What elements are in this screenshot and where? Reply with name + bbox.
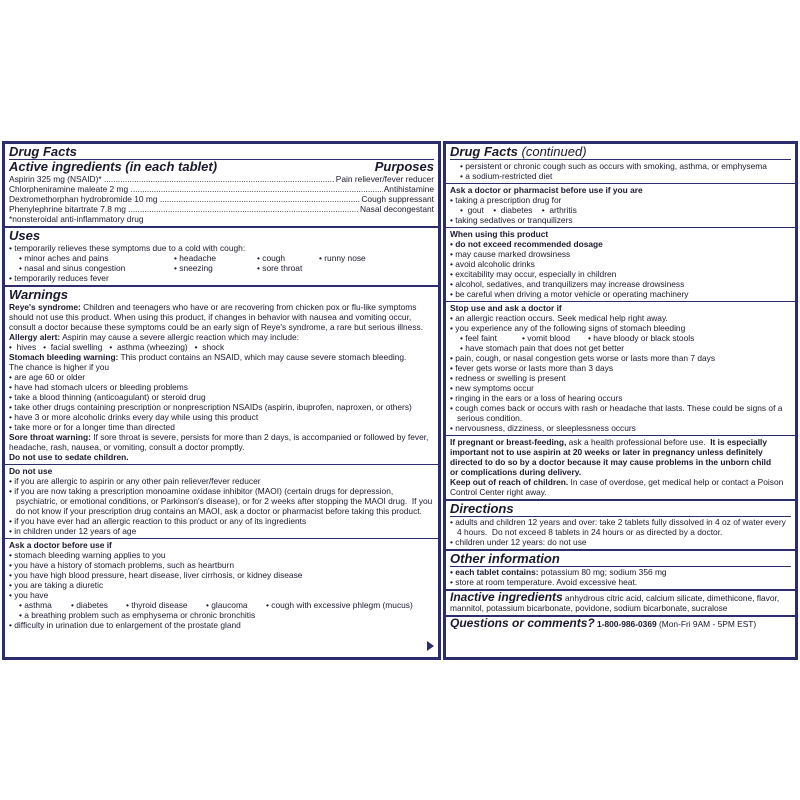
list-item: • take a blood thinning (anticoagulant) or steroid drug xyxy=(9,392,206,402)
stop-use-section xyxy=(446,302,795,436)
sore-throat-text: headache, rash, nausea, or vomiting, consult a doctor promptly. xyxy=(9,442,245,452)
list-item: • a breathing problem such as emphysema or chronic bronchitis xyxy=(19,610,256,620)
pregnancy-section: If pregnant or breast-feeding, ask a health professional before use. It is especially important not to use aspirin at 20 weeks or later in pregnancy unless definitely directed to do so by a doctor because it may cause problems in the unborn child or complications during delivery. Keep out of reach of children. In case of overdose, get medical help or contact a Poison Control Center right away. xyxy=(446,436,795,501)
nsaid-footnote: *nonsteroidal anti-inflammatory drug xyxy=(9,214,144,224)
list-item: • take other drugs containing prescription or nonprescription NSAIDs (aspirin, ibuprofen, naproxen, or others) xyxy=(9,402,412,412)
purposes-header: Purposes xyxy=(374,159,434,174)
list-item: • in children under 12 years of age xyxy=(9,526,137,536)
list-item: serious condition. xyxy=(450,413,523,423)
inactive-ingredients-text: mannitol, potassium bicarbonate, povidone, sodium bicarbonate, sucralose xyxy=(450,603,728,613)
reye-text: should not use this product. When using this product, if changes in behavior with nausea and vomiting occur, xyxy=(9,312,412,322)
list-item: • have stomach pain that does not get better xyxy=(460,343,625,353)
warnings-section: Warnings Reye's syndrome: Children and teenagers who have or are recovering from chicken pox or flu-like symptoms should not use this product. When using this product, if changes in behavior with nausea and vomiting occur, consult a doctor because these symptoms could be an early sign of Reye's syndrome, a rare but serious illness. Allergy alert: Aspirin may cause a severe allergic reaction which may include: • hives • facial swelling • asthma (wheezing) • shock Stomach bleeding warning: This product contains an NSAID, which may cause severe stomach bleeding. The chance is higher if you • are age 60 or older • have had stomach ulcers or bleeding problems • take a blood thinning (anticoagulant) or steroid drug • take other drugs containing prescription or nonprescription NSAIDs (aspirin, ibuprofen, naproxen, or others) • have 3 or more alcoholic drinks every day while using this product • take more or for a longer time than directed Sore throat warning: If sore throat is severe, persists for more than 2 days, is accompanied or followed by fever, headache, rash, nausea, or vomiting, consult a doctor promptly. Do not use to sedate children. xyxy=(5,287,438,465)
when-using-section xyxy=(446,228,795,302)
drug-facts-right-panel xyxy=(443,141,798,660)
stomach-label: Stomach bleeding warning: xyxy=(9,352,119,362)
allergy-items: • hives • facial swelling • asthma (wheezing) • shock xyxy=(9,342,225,352)
keep-out-text: Control Center right away. xyxy=(450,487,547,497)
list-item: • may cause marked drowsiness xyxy=(450,249,571,259)
bleeding-signs-row: • feel faint • vomit blood • have bloody or black stools xyxy=(460,333,695,343)
inactive-ingredients-section: Inactive ingredients anhydrous citric acid, calcium silicate, dimethicone, flavor, mannitol, potassium bicarbonate, povidone, sodium bicarbonate, sucralose xyxy=(446,591,795,617)
other-information-section: Other information • each tablet contains: potassium 80 mg; sodium 356 mg • store at room temperature. Avoid excessive heat. xyxy=(446,551,795,591)
do-not-use-section xyxy=(5,465,438,539)
list-item: • new symptoms occur xyxy=(450,383,534,393)
do-not-use-title: Do not use xyxy=(9,466,53,476)
list-item: • take more or for a longer time than directed xyxy=(9,422,175,432)
ask-doctor-section xyxy=(5,539,438,632)
list-item: • fever gets worse or lasts more than 3 days xyxy=(450,363,614,373)
list-item: • stomach bleeding warning applies to you xyxy=(9,550,166,560)
warnings-title: Warnings xyxy=(9,287,68,302)
list-item: • you have a history of stomach problems, such as heartburn xyxy=(9,560,234,570)
phone-hours: (Mon-Fri 9AM - 5PM EST) xyxy=(656,619,757,629)
drug-facts-left-panel xyxy=(2,141,441,660)
keep-out-label: Keep out of reach of children. xyxy=(450,477,569,487)
symptom-row: • minor aches and pains • headache • cough • runny nose xyxy=(19,253,366,263)
list-item: • pain, cough, or nasal congestion gets worse or lasts more than 7 days xyxy=(450,353,716,363)
list-item: • persistent or chronic cough such as occurs with smoking, asthma, or emphysema xyxy=(450,159,791,171)
list-item: • taking sedatives or tranquilizers xyxy=(450,215,573,225)
list-item: • gout • diabetes • arthritis xyxy=(460,205,577,215)
list-item: • ringing in the ears or a loss of hearing occurs xyxy=(450,393,623,403)
questions-section xyxy=(446,617,795,631)
list-item: • cough comes back or occurs with rash or headache that lasts. These could be signs of a xyxy=(450,403,783,413)
directions-title: Directions xyxy=(450,501,514,516)
list-item: • an allergic reaction occurs. Seek medical help right away. xyxy=(450,313,668,323)
list-item: • if you are allergic to aspirin or any other pain reliever/fever reducer xyxy=(9,476,261,486)
uses-title: Uses xyxy=(9,228,41,243)
ask-doctor-title: Ask a doctor before use if xyxy=(9,540,112,550)
reye-label: Reye's syndrome: xyxy=(9,302,81,312)
sedate-warning: Do not use to sedate children. xyxy=(9,452,129,462)
pregnancy-warning: or complications during delivery. xyxy=(450,467,582,477)
list-item: • if you are now taking a prescription monoamine oxidase inhibitor (MAOI) (certain drugs for depression, xyxy=(9,486,394,496)
drug-facts-title: Drug Facts xyxy=(9,144,77,159)
list-item: • nervousness, dizziness, or sleeplessness occurs xyxy=(450,423,636,433)
list-item: • store at room temperature. Avoid excessive heat. xyxy=(450,577,638,587)
list-item: • have had stomach ulcers or bleeding problems xyxy=(9,382,188,392)
sore-throat-label: Sore throat warning: xyxy=(9,432,91,442)
when-using-title: When using this product xyxy=(450,229,549,239)
ingredient-row: Phenylephrine bitartrate 7.8 mg ..... Nasal decongestant xyxy=(9,204,434,214)
pregnancy-warning: directed to do so by a doctor because it may cause problems in the unborn child xyxy=(450,457,772,467)
ingredient-row: Aspirin 325 mg (NSAID)* ..... Pain reliever/fever reducer xyxy=(9,174,434,184)
list-item: • children under 12 years: do not use xyxy=(450,537,587,547)
pregnant-label: If pregnant or breast-feeding, xyxy=(450,437,567,447)
uses-fever: • temporarily reduces fever xyxy=(9,273,109,283)
allergy-label: Allergy alert: xyxy=(9,332,61,342)
list-item: psychiatric, or emotional conditions, or Parkinson's disease), or for 2 weeks after stopping the MAOI drug. If you xyxy=(9,496,433,506)
list-item: • difficulty in urination due to enlargement of the prostate gland xyxy=(9,620,241,630)
ask-pharmacist-title: Ask a doctor or pharmacist before use if you are xyxy=(450,185,643,195)
other-information-title: Other information xyxy=(450,551,560,566)
list-item: • adults and children 12 years and over: take 2 tablets fully dissolved in 4 oz of water every xyxy=(450,516,791,527)
pregnancy-warning: important not to use aspirin at 20 weeks or later in pregnancy unless definitely xyxy=(450,447,763,457)
list-item: • you are taking a diuretic xyxy=(9,580,104,590)
chance-text: The chance is higher if you xyxy=(9,362,110,372)
list-item: • a sodium-restricted diet xyxy=(460,171,553,181)
triangle-right-icon xyxy=(427,641,434,651)
list-item: • do not exceed recommended dosage xyxy=(450,239,603,249)
list-item: 4 hours. Do not exceed 8 tablets in 24 hours or as directed by a doctor. xyxy=(450,527,723,537)
stop-use-title: Stop use and ask a doctor if xyxy=(450,303,562,313)
list-item: • if you have ever had an allergic reaction to this product or any of its ingredients xyxy=(9,516,307,526)
list-item: • alcohol, sedatives, and tranquilizers may increase drowsiness xyxy=(450,279,685,289)
symptom-row: • nasal and sinus congestion • sneezing • sore throat xyxy=(19,263,303,273)
condition-row: • asthma • diabetes • thyroid disease • glaucoma • cough with excessive phlegm (mucus) xyxy=(19,600,413,610)
uses-intro: • temporarily relieves these symptoms due to a cold with cough: xyxy=(9,243,246,253)
list-item: • excitability may occur, especially in children xyxy=(450,269,617,279)
list-item: • redness or swelling is present xyxy=(450,373,566,383)
list-item: • be careful when driving a motor vehicle or operating machinery xyxy=(450,289,689,299)
uses-section xyxy=(5,228,438,287)
list-item: • avoid alcoholic drinks xyxy=(450,259,535,269)
active-ingredients-section xyxy=(5,144,438,228)
list-item: • have 3 or more alcoholic drinks every day while using this product xyxy=(9,412,259,422)
list-item: • you have xyxy=(9,590,49,600)
list-item: do not know if your prescription drug contains an MAOI, ask a doctor or pharmacist before taking this product. xyxy=(9,506,422,516)
drug-facts-continued-title: Drug Facts (continued) xyxy=(450,144,587,159)
ask-pharmacist-section xyxy=(446,184,795,228)
reye-text: consult a doctor because these symptoms could be an early sign of Reye's syndrome, a rare but serious illness. xyxy=(9,322,424,332)
list-item: • you have high blood pressure, heart disease, liver cirrhosis, or kidney disease xyxy=(9,570,303,580)
list-item: • taking a prescription drug for xyxy=(450,195,562,205)
ingredient-row: Chlorpheniramine maleate 2 mg ..... Antihistamine xyxy=(9,184,434,194)
inactive-ingredients-title: Inactive ingredients xyxy=(450,592,563,603)
phone-number: 1-800-986-0369 xyxy=(594,619,657,629)
list-item: • you experience any of the following signs of stomach bleeding xyxy=(450,323,686,333)
list-item: • are age 60 or older xyxy=(9,372,86,382)
continued-section xyxy=(446,144,795,184)
each-tablet-label: • each tablet contains: xyxy=(450,567,539,577)
active-ingredients-header: Active ingredients (in each tablet) xyxy=(9,159,218,174)
directions-section xyxy=(446,501,795,551)
questions-title: Questions or comments? xyxy=(450,618,595,629)
ingredient-row: Dextromethorphan hydrobromide 10 mg ..... Cough suppressant xyxy=(9,194,434,204)
